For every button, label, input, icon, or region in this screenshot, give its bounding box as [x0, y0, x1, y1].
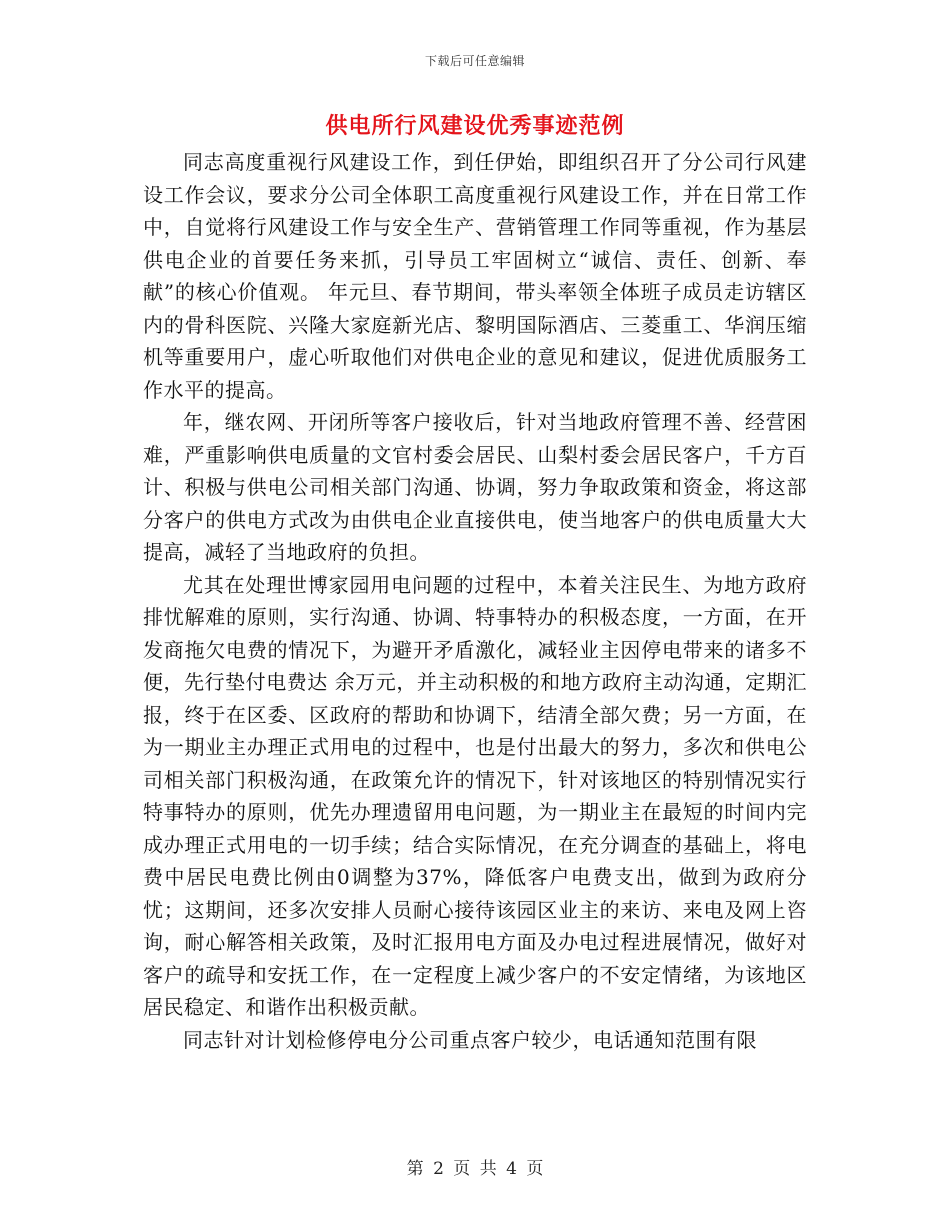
document-title: 供电所行风建设优秀事迹范例: [325, 113, 625, 139]
document-body: [143, 146, 807, 1056]
header-note: 下载后可任意编辑: [424, 54, 525, 68]
paragraph: 同志高度重视行风建设工作，到任伊始，即组织召开了分公司行风建设工作会议，要求分公司全体职工高度重视行风建设工作，并在日常工作中，自觉将行风建设工作与安全生产、营销管理工作同等重视，作为基层供电企业的首要任务来抓，引导员工牢固树立“诚信、责任、创新、奉献”的核心价值观。 年元旦、春节期间，带头率领全体班子成员走访辖区内的骨科医院、兴隆大家庭新光店、黎明国际酒店、三菱重工、华润压缩机等重要用户，虚心听取他们对供电企业的意见和建议，促进优质服务工作水平的提高。: [143, 150, 807, 402]
paragraph: 年，继农网、开闭所等客户接收后，针对当地政府管理不善、经营困难，严重影响供电质量的文官村委会居民、山梨村委会居民客户，千方百计、积极与供电公司相关部门沟通、协调，努力争取政策和资金，将这部分客户的供电方式改为由供电企业直接供电，使当地客户的供电质量大大提高，减轻了当地政府的负担。: [143, 410, 807, 564]
paragraph: 同志针对计划检修停电分公司重点客户较少，电话通知范围有限: [183, 1027, 757, 1052]
paragraph: 尤其在处理世博家园用电问题的过程中，本着关注民生、为地方政府排忧解难的原则，实行沟通、协调、特事特办的积极态度，一方面，在开发商拖欠电费的情况下，为避开矛盾激化，减轻业主因停电带来的诸多不便，先行垫付电费达 余万元，并主动积极的和地方政府主动沟通，定期汇报，终于在区委、区政府的帮助和协调下，结清全部欠费；另一方面，在为一期业主办理正式用电的过程中，也是付出最大的努力，多次和供电公司相关部门积极沟通，在政策允许的情况下，针对该地区的特别情况实行特事特办的原则，优先办理遗留用电问题，为一期业主在最短的时间内完成办理正式用电的一切手续；结合实际情况，在充分调查的基础上，将电费中居民电费比例由0调整为37%，降低客户电费支出，做到为政府分忧；这期间，还多次安排人员耐心接待该园区业主的来访、来电及网上咨询，耐心解答相关政策，及时汇报用电方面及办电过程进展情况，做好对客户的疏导和安抚工作，在一定程度上减少客户的不安定情绪，为该地区居民稳定、和谐作出积极贡献。: [143, 572, 807, 1019]
page-number: 第 2 页 共 4 页: [406, 1159, 544, 1179]
